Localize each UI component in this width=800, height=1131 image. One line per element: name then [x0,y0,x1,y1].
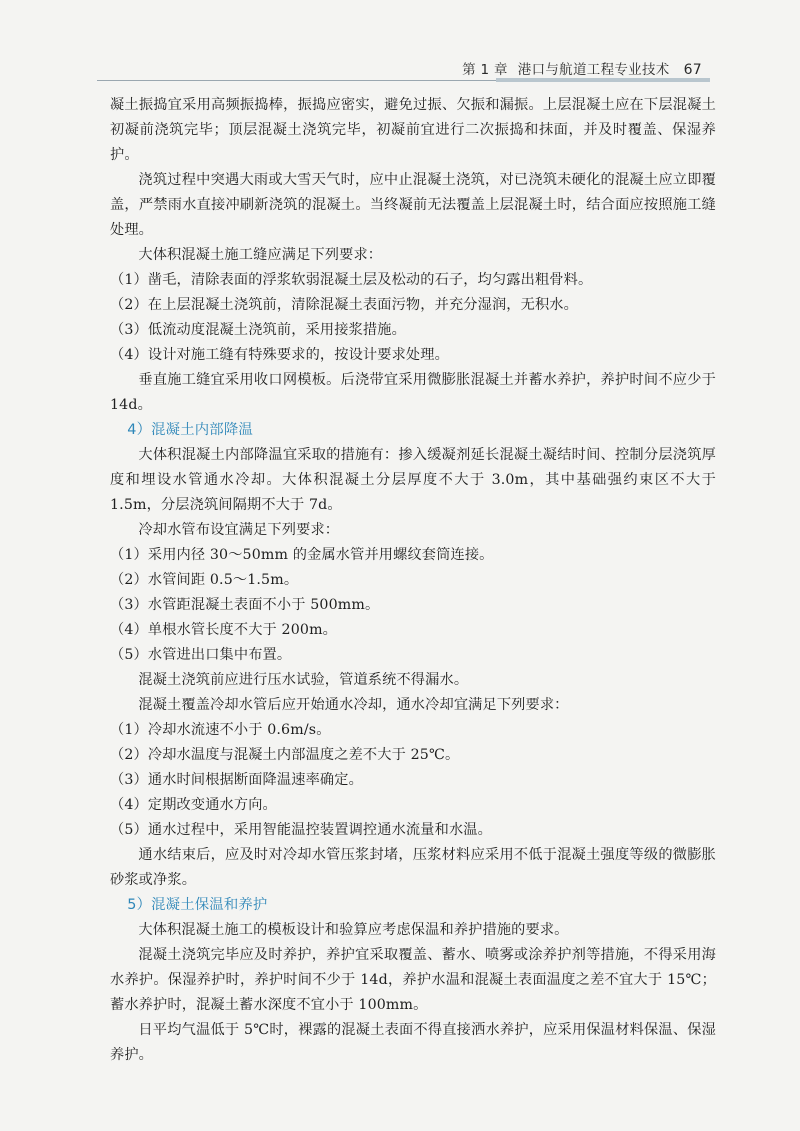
page-header [0,52,800,82]
list-item: （1）凿毛，清除表面的浮浆软弱混凝土层及松动的石子，均匀露出粗骨料。 [110,272,593,288]
page-body [110,93,716,1068]
body-paragraph: 混凝土浇筑完毕应及时养护，养护宜采取覆盖、蓄水、喷雾或涂养护剂等措施，不得采用海水养护。保湿养护时，养护时间不少于 14d，养护水温和混凝土表面温度之差不宜大于 15℃；蓄水养护时，混凝土蓄水深度不宜小于 100mm。 [110,947,716,1013]
list-item: （1）冷却水流速不小于 0.6m/s。 [110,722,331,738]
body-paragraph: 混凝土覆盖冷却水管后应开始通水冷却，通水冷却宜满足下列要求： [138,697,569,713]
body-paragraph: 凝土振捣宜采用高频振捣棒，振捣应密实，避免过振、欠振和漏振。上层混凝土应在下层混凝土初凝前浇筑完毕；顶层混凝土浇筑完毕，初凝前宜进行二次振捣和抹面，并及时覆盖、保湿养护。 [110,97,716,163]
body-paragraph: 浇筑过程中突遇大雨或大雪天气时，应中止混凝土浇筑，对已浇筑未硬化的混凝土应立即覆盖，严禁雨水直接冲刷新浇筑的混凝土。当终凝前无法覆盖上层混凝土时，结合面应按照施工缝处理。 [110,172,716,238]
list-item: （2）水管间距 0.5～1.5m。 [110,572,299,588]
header-rule-accent [496,78,710,82]
list-item: （3）低流动度混凝土浇筑前，采用接浆措施。 [110,322,406,338]
running-head [462,58,702,78]
body-paragraph: 垂直施工缝宜采用收口网模板。后浇带宜采用微膨胀混凝土并蓄水养护，养护时间不应少于 14d。 [110,372,716,413]
chapter-label: 第 1 章 [462,62,508,78]
list-item: （1）采用内径 30～50mm 的金属水管并用螺纹套筒连接。 [110,547,494,563]
body-paragraph: 冷却水管布设宜满足下列要求： [138,522,340,538]
body-paragraph: 大体积混凝土内部降温宜采取的措施有：掺入缓凝剂延长混凝土凝结时间、控制分层浇筑厚度和埋设水管通水冷却。大体积混凝土分层厚度不大于 3.0m，其中基础强约束区不大于 1.5m，分层浇筑间隔期不大于 7d。 [110,447,716,513]
body-paragraph: 日平均气温低于 5℃时，裸露的混凝土表面不得直接洒水养护，应采用保温材料保温、保湿养护。 [110,1022,716,1063]
list-item: （3）通水时间根据断面降温速率确定。 [110,772,363,788]
section-heading: 4）混凝土内部降温 [127,422,253,438]
list-item: （3）水管距混凝土表面不小于 500mm。 [110,597,380,613]
list-item: （5）通水过程中，采用智能温控装置调控通水流量和水温。 [110,822,492,838]
section-heading: 5）混凝土保温和养护 [127,897,268,913]
body-paragraph: 大体积混凝土施工缝应满足下列要求： [138,247,383,263]
page-number: 67 [683,62,702,78]
body-paragraph: 大体积混凝土施工的模板设计和验算应考虑保温和养护措施的要求。 [138,922,569,938]
body-paragraph: 通水结束后，应及时对冷却水管压浆封堵，压浆材料应采用不低于混凝土强度等级的微膨胀砂浆或净浆。 [110,847,716,888]
list-item: （2）冷却水温度与混凝土内部温度之差不大于 25℃。 [110,747,460,763]
list-item: （2）在上层混凝土浇筑前，清除混凝土表面污物，并充分湿润，无积水。 [110,297,578,313]
list-item: （4）单根水管长度不大于 200m。 [110,622,338,638]
list-item: （5）水管进出口集中布置。 [110,647,292,663]
list-item: （4）设计对施工缝有特殊要求的，按设计要求处理。 [110,347,449,363]
body-paragraph: 混凝土浇筑前应进行压水试验，管道系统不得漏水。 [138,672,469,688]
chapter-title: 港口与航道工程专业技术 [517,62,670,78]
list-item: （4）定期改变通水方向。 [110,797,277,813]
